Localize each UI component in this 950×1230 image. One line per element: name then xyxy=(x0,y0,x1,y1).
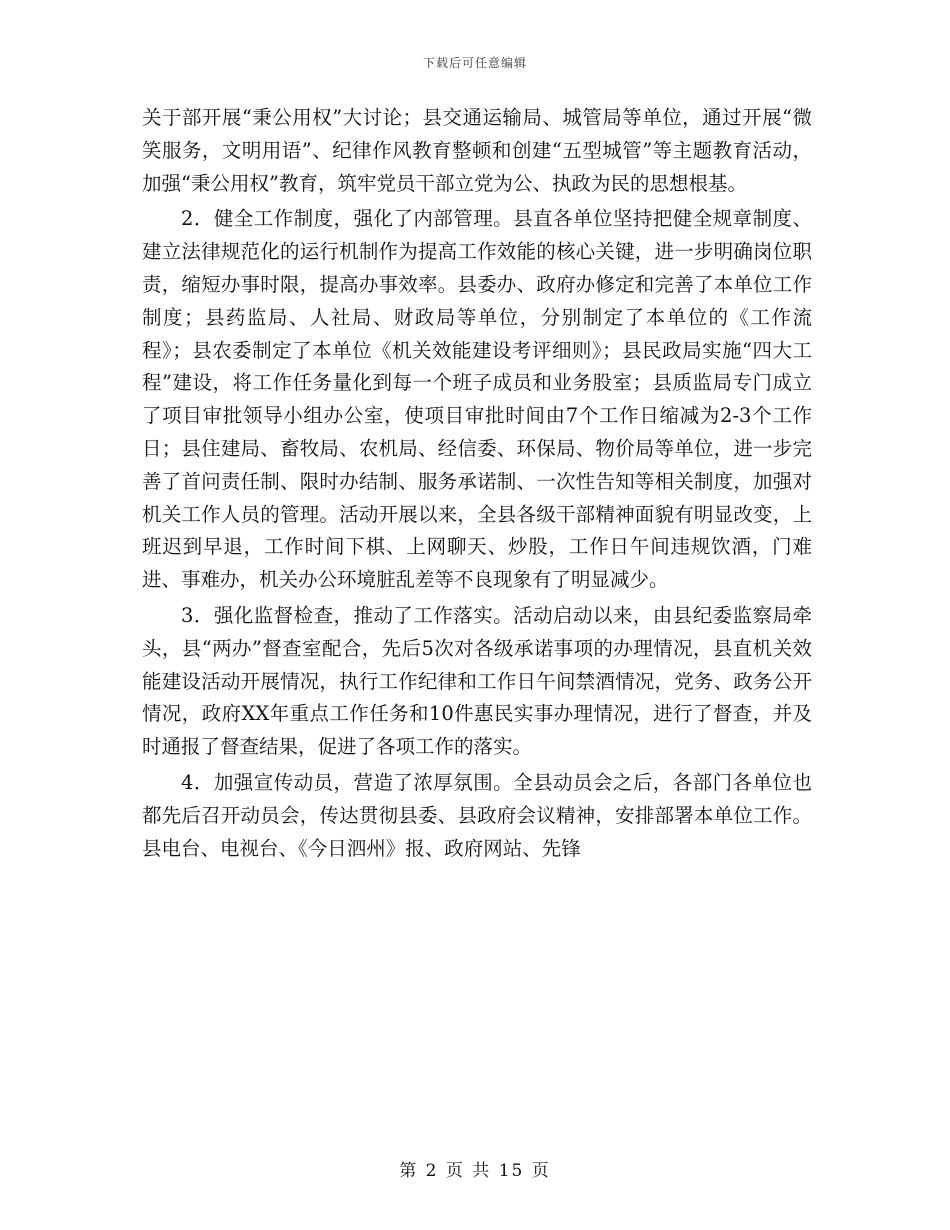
paragraph-2-work-systems: 2．健全工作制度，强化了内部管理。县直各单位坚持把健全规章制度、建立法律规范化的运行机制作为提高工作效能的核心关键，进一步明确岗位职责，缩短办事时限，提高办事效率。县委办、政府办修定和完善了本单位工作制度；县药监局、人社局、财政局等单位，分别制定了本单位的《工作流程》；县农委制定了本单位《机关效能建设考评细则》；县民政局实施“四大工程”建设，将工作任务量化到每一个班子成员和业务股室；县质监局专门成立了项目审批领导小组办公室，使项目审批时间由7个工作日缩减为2-3个工作日；县住建局、畜牧局、农机局、经信委、环保局、物价局等单位，进一步完善了首问责任制、限时办结制、服务承诺制、一次性告知等相关制度，加强对机关工作人员的管理。活动开展以来，全县各级干部精神面貌有明显改变，上班迟到早退，工作时间下棋、上网聊天、炒股，工作日午间违规饮酒，门难进、事难办，机关办公环境脏乱差等不良现象有了明显减少。 xyxy=(142,207,812,592)
paragraph-3-supervision: 3．强化监督检查，推动了工作落实。活动启动以来，由县纪委监察局牵头，县“两办”督查室配合，先后5次对各级承诺事项的办理情况，县直机关效能建设活动开展情况，执行工作纪律和工作日午间禁酒情况，党务、政务公开情况，政府XX年重点工作任务和10件惠民实事办理情况，进行了督查，并及时通报了督查结果，促进了各项工作的落实。 xyxy=(142,603,812,759)
page-header: 下载后可任意编辑 xyxy=(422,56,527,70)
page-number-footer: 第 2 页 共 15 页 xyxy=(399,1161,551,1181)
paragraph-continued: 关于部开展“秉公用权”大讨论；县交通运输局、城管局等单位，通过开展“微笑服务，文明用语”、纪律作风教育整顿和创建“五型城管”等主题教育活动，加强“秉公用权”教育，筑牢党员干部立党为公、执政为民的思想根基。 xyxy=(142,106,812,195)
document-body xyxy=(142,102,812,868)
paragraph-4-publicity: 4．加强宣传动员，营造了浓厚氛围。全县动员会之后，各部门各单位也都先后召开动员会，传达贯彻县委、县政府会议精神，安排部署本单位工作。县电台、电视台、《今日泗州》报、政府网站、先锋 xyxy=(142,770,812,860)
